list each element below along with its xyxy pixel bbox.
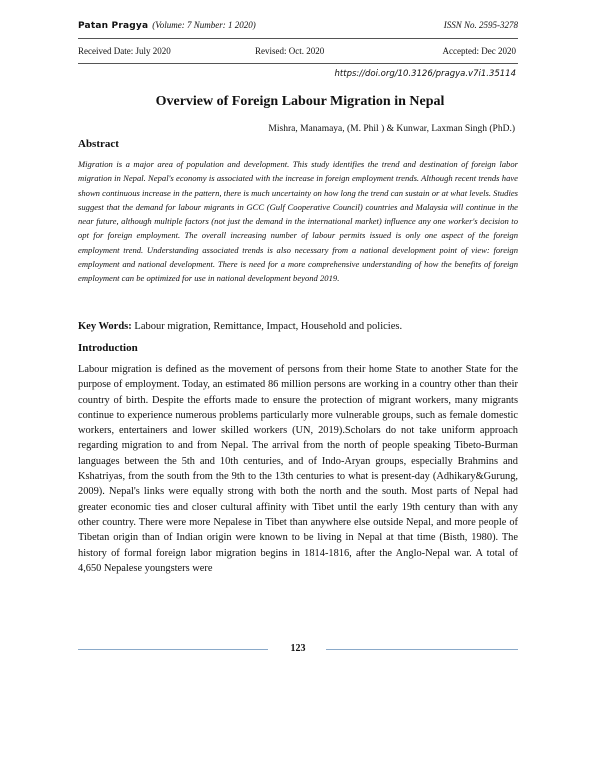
journal-citation <box>78 20 256 31</box>
abstract-text: Migration is a major area of population and development. This study identifies the trend and destination of foreign labor migration in Nepal. Nepal's economy is associated with the increase in foreign employment trends. Although recent trends have shown continuous increase in the pattern, there is much uncertainty on how long the trend can sustain or at what levels. Studies suggest that the demand for labour migrants in GCC (Gulf Cooperative Council) countries and Malaysia will continue in the near future, although multiple factors (not just the demand in the international market) influence any one worker's decision to opt for foreign employment. The overall increasing number of labour permits issued is only one aspect of the foreign employment trend. Understanding associated trends is also necessary from a national development point of view: foreign employment and national development. There is need for a more comprehensive understanding of how the benefits of foreign employment can be optimized for use in national development beyond 2019. <box>78 159 518 284</box>
accepted-date: Accepted: Dec 2020 <box>442 46 516 56</box>
abstract-heading: Abstract <box>78 138 119 150</box>
revised-date: Revised: Oct. 2020 <box>255 46 325 56</box>
received-date: Received Date: July 2020 <box>78 46 171 56</box>
keywords <box>78 321 518 332</box>
issn: ISSN No. 2595-3278 <box>443 20 518 30</box>
footer-rule-left <box>78 649 268 650</box>
header-rule-top <box>78 38 518 39</box>
author-line: Mishra, Manamaya, (M. Phil ) & Kunwar, Laxman Singh (PhD.) <box>268 124 515 134</box>
doi-link[interactable]: https://doi.org/10.3126/pragya.v7i1.35114 <box>334 69 516 79</box>
page-number: 123 <box>290 643 306 654</box>
running-header <box>78 20 518 34</box>
introduction-heading: Introduction <box>78 342 138 354</box>
footer-rule-right <box>326 649 518 650</box>
keywords-label: Key Words: <box>78 321 132 332</box>
keywords-list: Labour migration, Remittance, Impact, Household and policies. <box>134 321 403 332</box>
journal-name: Patan Pragya <box>78 21 149 31</box>
volume-info: (Volume: 7 Number: 1 2020) <box>152 20 256 30</box>
submission-dates <box>78 46 518 60</box>
header-rule-bottom <box>78 63 518 64</box>
article-title: Overview of Foreign Labour Migration in Nepal <box>155 94 445 109</box>
introduction-text: Labour migration is defined as the movement of persons from their home State to another State for the purpose of employment. Today, an estimated 86 million persons are working in a country other than their country of birth. Despite the efforts made to ensure the protection of migrant workers, many migrants continue to experience numerous problems particularly more vulnerable groups, such as female domestic workers, entertainers and lower skilled workers (UN, 2019).Scholars do not take uniform approach regarding migration to and from Nepal. The arrival from the north of people speaking Tibeto-Burman languages between the 5th and 10th centuries, and of Indo-Aryan groups, especially Brahmins and Kshatriyas, from the south from the 9th to the 13th centuries to what is present-day (Adhikary&Gurung, 2009). Nepal's links were equally strong with both the north and the south. Most parts of Nepal had greater economic ties and closer cultural affinity with Tibet until the early 19th century than with any other country. There were more Nepalese in Tibet than anywhere else outside Nepal, and more people of Tibetan origin than of Indian origin were known to be living in Nepal at that time (Bisth, 1980). The history of formal foreign labor migration begins in 1814-1816, after the Anglo-Nepal war. A total of 4,650 Nepalese youngsters were <box>78 364 518 574</box>
